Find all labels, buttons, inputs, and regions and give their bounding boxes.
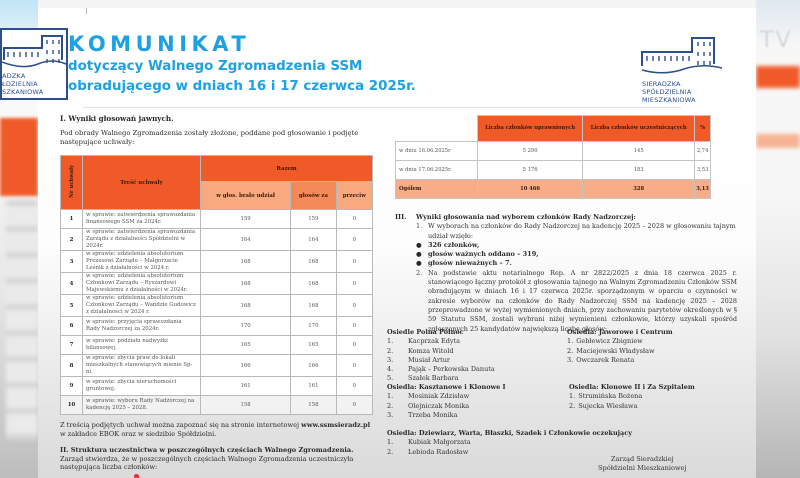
- member-name: Strumińska Bożena: [578, 392, 643, 401]
- logo-left: [0, 28, 68, 100]
- building-logo-icon: [638, 34, 724, 76]
- votes-for-value: 164: [291, 229, 336, 251]
- section3-heading: III. Wyniki głosowania nad wyborem członków Rady Nadzorczej:: [395, 213, 636, 221]
- resolution-number: 1: [61, 210, 83, 229]
- header-group-razem: Razem: [201, 156, 373, 182]
- votes-for-value: 161: [291, 377, 336, 396]
- votes-for-value: 159: [291, 210, 336, 229]
- list-number: 2.: [569, 401, 576, 410]
- list-item: [387, 448, 632, 457]
- list-item: [387, 402, 506, 411]
- member-name: Szałek Barbara: [408, 374, 459, 383]
- against-value: 0: [336, 295, 372, 317]
- logo-text-line: ŁDZIELNIA: [2, 80, 38, 88]
- list-item: [569, 392, 695, 401]
- table-row: w dniu 16.06.2025r 5 290 145 2,74: [396, 142, 711, 161]
- against-value: 0: [336, 355, 372, 377]
- against-value: 0: [336, 251, 372, 273]
- member-name: Pająk – Perkowska Danuta: [408, 365, 495, 374]
- list-number: 3.: [387, 410, 394, 419]
- signature-line2: Spółdzielni Mieszkaniowej: [598, 464, 687, 472]
- estate-heading: Osiedle Polna Północ: [387, 328, 464, 336]
- member-name: Kacprzak Edyta: [408, 337, 461, 346]
- signature: [598, 455, 687, 473]
- took-part-value: 161: [201, 377, 291, 396]
- signature-line1: Zarząd Sieradzkiej: [610, 455, 674, 463]
- left-column: [60, 111, 374, 472]
- took-part-value: 168: [201, 251, 291, 273]
- resolution-number: 9: [61, 377, 83, 396]
- section3: [395, 213, 737, 334]
- table-row: [61, 251, 373, 273]
- list-number: 3.: [387, 355, 394, 364]
- tv-logo-watermark: TV: [760, 28, 793, 53]
- list-item: [387, 411, 506, 420]
- header-content: Treść uchwały: [83, 156, 201, 210]
- section3-item2: 2. Na podstawie aktu notarialnego Rep. A nr 2822/2025 z dnia 18 czerwca 2025 r. stanowiącego łączny protokół z głosowania tajnego na Walnym Zgromadzeniu Członków SSM obradującym w dniach 16 i 17 czerwca 2025r. sporządzonym w oparciu o czynności w zakresie wyborów na członków do Rady Nadzorczej SSM na kadencję 2025 – 2028 przeprowadzone w wyżej wymienionych dniach, przy zachowaniu parytetów określonych w § 59 Statutu SSM, zostali wybrani niżej wymienieni członkowie, którzy uzyskali spośród zgłoszonych 25 kandydatów największą liczbę głosów:: [416, 268, 737, 333]
- against-value: 0: [336, 377, 372, 396]
- list-number: 1.: [569, 392, 576, 401]
- header-percent: %: [695, 116, 711, 142]
- resolutions-note: Z treścią podjętych uchwał można zapoznać się na stronie internetowej www.ssmsieradz.pl w zakładce EBOK oraz w siedzibie Spółdzielni.: [60, 421, 371, 438]
- list-number: 1.: [387, 392, 394, 401]
- list-item: [387, 392, 506, 401]
- background-right-edge: [756, 0, 800, 478]
- resolution-text: w sprawie: zatwierdzenia sprawozdania Zarządu z działalności Spółdzielni w 2024r.: [83, 229, 201, 251]
- resolution-text: w sprawie: zbycia nieruchomości gruntowej.: [83, 377, 201, 396]
- list-item: [567, 347, 673, 356]
- member-name: Komza Witold: [408, 346, 454, 355]
- list-number: 4.: [387, 365, 394, 374]
- list-number: 5.: [387, 374, 394, 383]
- website-link[interactable]: www.ssmsieradz.pl: [301, 421, 371, 429]
- list-number: 2.: [387, 401, 394, 410]
- building-logo-icon: [2, 30, 66, 72]
- votes-for-value: 168: [291, 273, 336, 295]
- bullet-item: ● 326 członków,: [416, 240, 480, 249]
- resolution-number: 5: [61, 295, 83, 317]
- logo-text-line: MIESZKANIOWA: [642, 96, 696, 104]
- resolution-number: 8: [61, 355, 83, 377]
- resolution-number: 2: [61, 229, 83, 251]
- table-total-row: Ogółem 10 466 328 3,13: [396, 180, 711, 199]
- table-row: [61, 336, 373, 355]
- estate-heading: Osiedla: Dziewiarz, Warta, Błaszki, Szadek i Członkowie oczekujący: [387, 429, 632, 437]
- page-crop-mark: [86, 8, 87, 14]
- section2-heading: II. Struktura uczestnictwa w poszczególnych częściach Walnego Zgromadzenia.: [60, 446, 354, 454]
- title-block: [68, 32, 416, 96]
- resolution-text: w sprawie: udzielenia absolutorium Prezesowi Zarządu – Małgorzacie Leśnik z działalności w 2024 r.: [83, 251, 201, 273]
- document-page: [2, 8, 756, 478]
- logo-text-line: SPÓŁDZIELNIA: [642, 88, 692, 96]
- estate-heading: Osiedla: Klonowe II i Za Szpitalem: [569, 383, 695, 391]
- member-name: Sujecka Wiesława: [578, 401, 638, 410]
- table-row: [61, 273, 373, 295]
- bullet-item: ● głosów ważnych oddano – 319,: [416, 250, 539, 259]
- estate-dziewiarz-warta: [387, 429, 632, 457]
- resolution-text: w sprawie: podziału nadwyżki bilansowej.: [83, 336, 201, 355]
- section2-text: Zarząd stwierdza, że w poszczególnych częściach Walnego Zgromadzenia uczestniczyła następująca liczba członków:: [60, 454, 354, 471]
- table-row: [61, 377, 373, 396]
- took-part-value: 168: [201, 295, 291, 317]
- took-part-value: 168: [201, 273, 291, 295]
- votes-for-value: 166: [291, 355, 336, 377]
- list-item: [567, 337, 673, 346]
- resolution-text: w sprawie: wyboru Rady Nadzorczej na kadencję 2025 – 2028.: [83, 396, 201, 415]
- took-part-value: 158: [201, 396, 291, 415]
- member-name: Gebłewicz Zbigniew: [576, 337, 643, 346]
- list-number: 3.: [567, 355, 574, 364]
- table-row: [61, 317, 373, 336]
- resolution-text: w sprawie: zatwierdzenia sprawozdania finansowego SSM za 2024r.: [83, 210, 201, 229]
- table-row: [61, 396, 373, 415]
- logo-right: [638, 34, 734, 104]
- right-column: [395, 115, 737, 334]
- header-participating: Liczba członków uczestniczących: [583, 116, 695, 142]
- table-row: w dniu 17.06.2025r. 5 176 183 3,53: [396, 161, 711, 180]
- logo-text-line: SZKANIOWA: [2, 88, 44, 96]
- list-item: [387, 337, 495, 346]
- background-orange-strip: [756, 66, 800, 88]
- resolution-number: 3: [61, 251, 83, 273]
- votes-for-value: 165: [291, 336, 336, 355]
- member-name: Lebioda Radosław: [408, 447, 469, 456]
- table-row: [61, 355, 373, 377]
- list-number: 2.: [387, 346, 394, 355]
- list-number: 1.: [567, 337, 574, 346]
- background-orange-strip: [0, 118, 38, 196]
- took-part-value: 159: [201, 210, 291, 229]
- list-item: [567, 356, 673, 365]
- estate-klonowe-szpital: [569, 383, 695, 411]
- member-name: Trzeba Monika: [408, 410, 458, 419]
- header-nr: Nr uchwały: [61, 156, 83, 210]
- logo-text-line: ADZKA: [2, 72, 26, 80]
- header-divider: [83, 107, 681, 108]
- resolution-number: 4: [61, 273, 83, 295]
- resolution-number: 10: [61, 396, 83, 415]
- votes-for-value: 168: [291, 251, 336, 273]
- list-item: [569, 402, 695, 411]
- header-entitled: Liczba członków uprawnionych: [478, 116, 583, 142]
- member-name: Maciejewski Władysław: [576, 346, 655, 355]
- member-name: Owczarek Renata: [576, 355, 635, 364]
- list-item: [387, 347, 495, 356]
- section1-heading: I. Wyniki głosowań jawnych.: [60, 114, 174, 123]
- took-part-value: 166: [201, 355, 291, 377]
- estate-kasztanowe-klonowe: [387, 383, 506, 420]
- votes-for-value: 158: [291, 396, 336, 415]
- list-number: 2.: [567, 346, 574, 355]
- section2: [60, 446, 374, 472]
- table-row: [61, 210, 373, 229]
- section1-intro: Pod obrady Walnego Zgromadzenia zostały złożone, poddane pod głosowanie i podjęte następujące uchwały:: [60, 129, 359, 146]
- header-took-part: w głos. brało udział: [201, 182, 291, 210]
- header-votes-for: głosów za: [291, 182, 336, 210]
- page-subtitle-line2: obradującego w dniach 16 i 17 czerwca 2025r.: [68, 79, 416, 94]
- list-number: 1.: [387, 337, 394, 346]
- against-value: 0: [336, 396, 372, 415]
- resolution-number: 7: [61, 336, 83, 355]
- against-value: 0: [336, 229, 372, 251]
- estate-heading: Osiedla: Kasztanowe i Klonowe I: [387, 383, 506, 391]
- page-title: KOMUNIKAT: [68, 32, 251, 56]
- member-name: Olejniczak Monika: [408, 401, 470, 410]
- took-part-value: 165: [201, 336, 291, 355]
- against-value: 0: [336, 336, 372, 355]
- estate-polna-polnoc: [387, 328, 495, 384]
- background-peach-strip: [756, 134, 800, 148]
- list-number: 1.: [387, 438, 394, 447]
- resolution-text: w sprawie: udzielenia absolutorium Członkowi Zarządu – Wandzie Gudowicz z działalności w 2024 r.: [83, 295, 201, 317]
- votes-for-value: 170: [291, 317, 336, 336]
- member-name: Mosiniak Zdzisław: [408, 392, 470, 401]
- estate-heading: Osiedla: Jaworowe i Centrum: [567, 328, 673, 336]
- against-value: 0: [336, 210, 372, 229]
- member-name: Kubiak Małgorzata: [408, 438, 471, 447]
- header-against: przeciw: [336, 182, 372, 210]
- estate-jaworowe-centrum: [567, 328, 673, 365]
- against-value: 0: [336, 317, 372, 336]
- section3-item1: 1. W wyborach na członków do Rady Nadzorczej na kadencję 2025 – 2028 w głosowaniu tajnym udział wzięło:: [416, 222, 736, 240]
- resolutions-table: [60, 155, 373, 415]
- logo-text-line: SIERADZKA: [642, 80, 681, 88]
- background-blurred-rows: [6, 200, 38, 440]
- header-empty: [396, 116, 478, 142]
- against-value: 0: [336, 273, 372, 295]
- member-name: Musiał Artur: [408, 355, 451, 364]
- table-row: [61, 295, 373, 317]
- list-number: 2.: [387, 447, 394, 456]
- list-item: [387, 365, 495, 374]
- votes-for-value: 168: [291, 295, 336, 317]
- took-part-value: 170: [201, 317, 291, 336]
- table-row: [61, 229, 373, 251]
- list-item: [387, 356, 495, 365]
- list-item: [387, 438, 632, 447]
- took-part-value: 164: [201, 229, 291, 251]
- page-subtitle-line1: dotyczący Walnego Zgromadzenia SSM: [68, 59, 363, 74]
- bullet-item: ● głosów nieważnych – 7.: [416, 259, 512, 268]
- participation-table: [395, 115, 711, 199]
- resolution-text: w sprawie: przyjęcia sprawozdania Rady Nadzorczej za 2024r.: [83, 317, 201, 336]
- resolution-text: w sprawie: udzielenia absolutorium Członkowi Zarządu – Ryszardowi Majewskiemu z działalności w 2024r.: [83, 273, 201, 295]
- resolution-number: 6: [61, 317, 83, 336]
- resolution-text: w sprawie: zbycia praw do lokali mieszkalnych stanowiących mienie Sp-ni.: [83, 355, 201, 377]
- red-cursor-dot: [134, 474, 139, 478]
